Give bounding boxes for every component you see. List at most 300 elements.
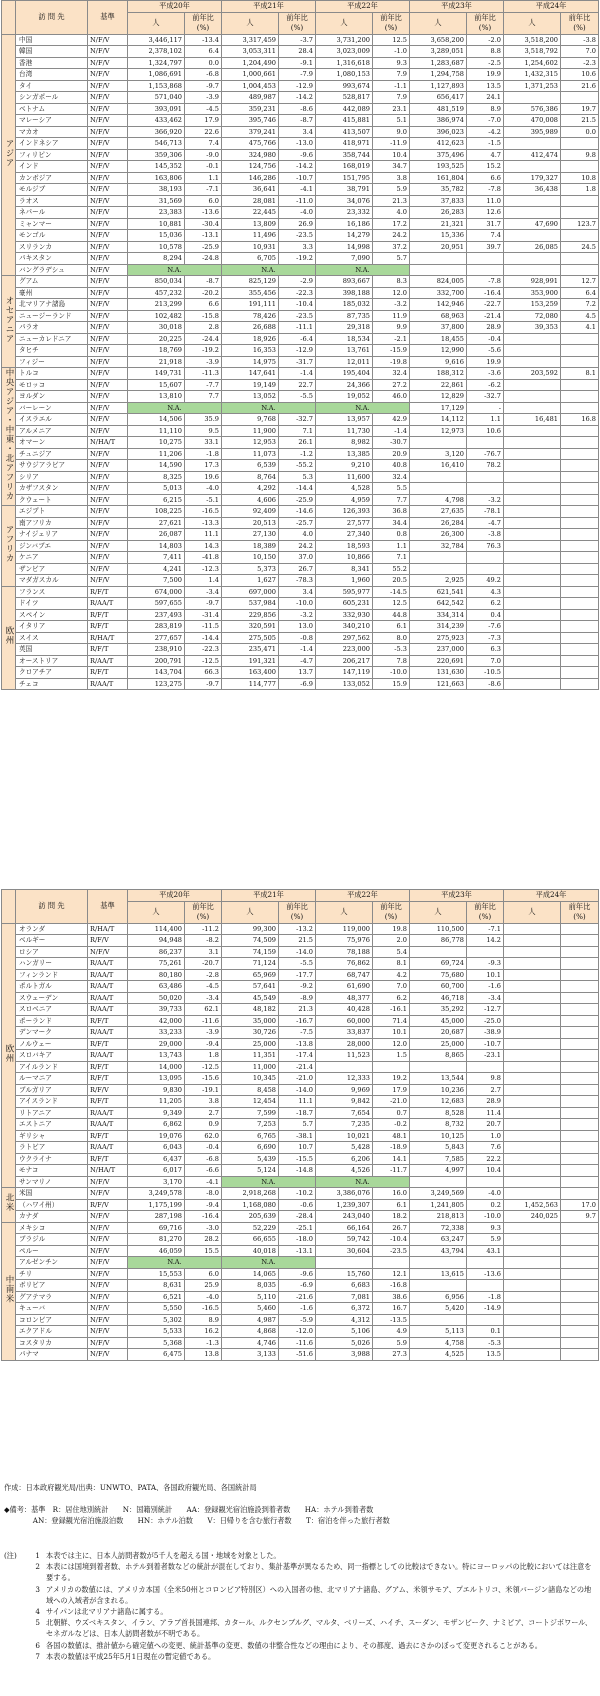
- yoy-cell: -0.6: [279, 1199, 316, 1211]
- visitors-cell: 72,080: [504, 310, 561, 322]
- visitors-cell: [504, 1027, 561, 1039]
- yoy-cell: -8.9: [279, 992, 316, 1004]
- visitors-cell: 19,052: [316, 391, 373, 403]
- destination-cell: ロシア: [16, 946, 88, 958]
- visitors-cell: [504, 1314, 561, 1326]
- persons-header: 人: [222, 12, 279, 34]
- table-row: [2, 946, 599, 958]
- visitors-cell: 238,910: [128, 644, 185, 656]
- visitors-cell: 11,900: [222, 425, 279, 437]
- visitors-cell: 332,700: [410, 287, 467, 299]
- visitors-cell: 3,658,200: [410, 34, 467, 46]
- table-row: [2, 184, 599, 196]
- yoy-cell: -25.1: [279, 1222, 316, 1234]
- visitors-cell: 11,205: [128, 1096, 185, 1108]
- yoy-cell: [561, 1015, 599, 1027]
- standard-cell: N/F/V: [88, 333, 128, 345]
- visitors-cell: 34,076: [316, 195, 373, 207]
- yoy-cell: -24.8: [185, 253, 222, 265]
- yoy-cell: 5.7: [373, 253, 410, 265]
- destination-cell: カンボジア: [16, 172, 88, 184]
- standard-cell: R/F/T: [88, 586, 128, 598]
- visitors-cell: 3,289,051: [410, 46, 467, 58]
- yoy-cell: 21.5: [561, 115, 599, 127]
- destination-cell: スペイン: [16, 609, 88, 621]
- yoy-cell: 22.7: [279, 379, 316, 391]
- visitors-cell: [504, 1130, 561, 1142]
- yoy-cell: -11.1: [279, 322, 316, 334]
- visitors-cell: 80,180: [128, 969, 185, 981]
- visitors-cell: 18,926: [222, 333, 279, 345]
- visitors-cell: [504, 1222, 561, 1234]
- table-row: [2, 655, 599, 667]
- destination-header: 訪 問 先: [16, 890, 88, 924]
- visitors-cell: 1,316,618: [316, 57, 373, 69]
- yoy-cell: -25.7: [279, 517, 316, 529]
- standard-cell: N/F/V: [88, 460, 128, 472]
- visitors-cell: 537,984: [222, 598, 279, 610]
- yoy-cell: -1.4: [279, 644, 316, 656]
- table-row: [2, 115, 599, 127]
- yoy-cell: 8.1: [373, 958, 410, 970]
- destination-cell: ハンガリー: [16, 958, 88, 970]
- yoy-cell: -6.4: [279, 333, 316, 345]
- visitors-cell: 102,482: [128, 310, 185, 322]
- yoy-cell: [561, 1073, 599, 1085]
- yoy-cell: 22.6: [185, 126, 222, 138]
- yoy-cell: [561, 992, 599, 1004]
- standard-cell: R/F/T: [88, 644, 128, 656]
- yoy-cell: -7.8: [467, 184, 504, 196]
- destination-header: 訪 問 先: [16, 1, 88, 35]
- yoy-cell: 6.4: [561, 287, 599, 299]
- visitors-cell: 993,674: [316, 80, 373, 92]
- yoy-cell: -9.7: [185, 678, 222, 690]
- visitors-cell: 11,351: [222, 1050, 279, 1062]
- visitors-cell: 1,627: [222, 575, 279, 587]
- yoy-cell: [561, 678, 599, 690]
- visitors-cell: 26,284: [410, 517, 467, 529]
- visitors-cell: 6,690: [222, 1142, 279, 1154]
- note-label: [4, 1584, 26, 1606]
- yoy-cell: [561, 1268, 599, 1280]
- yoy-cell: 21.6: [561, 80, 599, 92]
- destination-cell: （ハワイ州）: [16, 1199, 88, 1211]
- yoy-cell: [561, 1257, 599, 1269]
- visitors-cell: 123,275: [128, 678, 185, 690]
- destination-cell: ポルトガル: [16, 981, 88, 993]
- standard-cell: R/HA/T: [88, 632, 128, 644]
- yoy-cell: -28.4: [279, 1211, 316, 1223]
- yoy-cell: -5.5: [279, 958, 316, 970]
- destination-cell: デンマーク: [16, 1027, 88, 1039]
- yoy-cell: 35.9: [185, 414, 222, 426]
- visitors-cell: 21,321: [410, 218, 467, 230]
- note-number: 7: [35, 1651, 40, 1661]
- yoy-cell: 66.3: [185, 667, 222, 679]
- yoy-cell: -51.6: [279, 1349, 316, 1361]
- standard-cell: N/F/V: [88, 1211, 128, 1223]
- yoy-cell: 22.2: [467, 1153, 504, 1165]
- yoy-cell: 5.9: [467, 1234, 504, 1246]
- visitors-cell: [504, 540, 561, 552]
- yoy-cell: 10.8: [561, 172, 599, 184]
- visitors-cell: 1,175,199: [128, 1199, 185, 1211]
- yoy-cell: -6.2: [467, 379, 504, 391]
- visitors-cell: 22,445: [222, 207, 279, 219]
- yoy-cell: 6.4: [185, 46, 222, 58]
- standard-cell: N/F/V: [88, 322, 128, 334]
- yoy-cell: 23.1: [373, 103, 410, 115]
- note-number: 5: [35, 1618, 40, 1628]
- yoy-cell: 15.2: [467, 161, 504, 173]
- yoy-cell: 6.6: [185, 299, 222, 311]
- yoy-cell: 0.7: [373, 1107, 410, 1119]
- table-2-header: [2, 890, 599, 924]
- yoy-cell: 10.6: [467, 425, 504, 437]
- visitors-cell: 40,018: [222, 1245, 279, 1257]
- yoy-header: 前年比 (%): [279, 12, 316, 34]
- table-row: [2, 1268, 599, 1280]
- yoy-cell: -21.0: [373, 1096, 410, 1108]
- visitors-cell: 16,353: [222, 345, 279, 357]
- visitors-cell: 59,742: [316, 1234, 373, 1246]
- visitors-cell: 15,336: [410, 230, 467, 242]
- yoy-cell: -3.7: [279, 34, 316, 46]
- yoy-cell: [561, 207, 599, 219]
- table-row: [2, 1061, 599, 1073]
- yoy-cell: -12.3: [185, 563, 222, 575]
- visitors-cell: 412,474: [504, 149, 561, 161]
- yoy-cell: -16.5: [185, 1303, 222, 1315]
- table-row: [2, 969, 599, 981]
- visitors-cell: 22,861: [410, 379, 467, 391]
- standard-cell: N/F/V: [88, 1349, 128, 1361]
- yoy-cell: 7.0: [561, 46, 599, 58]
- standard-cell: N/F/V: [88, 540, 128, 552]
- table-row: [2, 149, 599, 161]
- standard-cell: R/AA/T: [88, 1142, 128, 1154]
- yoy-cell: -3.9: [185, 92, 222, 104]
- region-header: [2, 1, 16, 35]
- table-row: [2, 345, 599, 357]
- destination-cell: トルコ: [16, 368, 88, 380]
- standard-cell: N/F/V: [88, 184, 128, 196]
- yoy-cell: -3.6: [467, 368, 504, 380]
- table-row: [2, 506, 599, 518]
- visitors-cell: 24,366: [316, 379, 373, 391]
- yoy-cell: 15.9: [373, 678, 410, 690]
- destination-cell: ミャンマー: [16, 218, 88, 230]
- yoy-header: 前年比 (%): [561, 901, 599, 923]
- visitors-cell: 4,312: [316, 1314, 373, 1326]
- yoy-cell: 46.0: [373, 391, 410, 403]
- visitors-cell: 10,881: [128, 218, 185, 230]
- yoy-cell: -11.3: [185, 368, 222, 380]
- visitors-cell: [504, 138, 561, 150]
- yoy-cell: [467, 1314, 504, 1326]
- yoy-cell: 12.7: [561, 276, 599, 288]
- visitors-cell: 26,688: [222, 322, 279, 334]
- visitors-cell: 13,544: [410, 1073, 467, 1085]
- yoy-cell: [561, 586, 599, 598]
- visitors-cell: 470,008: [504, 115, 561, 127]
- yoy-cell: -14.4: [185, 632, 222, 644]
- visitors-cell: [504, 1303, 561, 1315]
- standard-cell: R/AA/T: [88, 598, 128, 610]
- visitors-cell: 126,393: [316, 506, 373, 518]
- visitors-cell: 19,076: [128, 1130, 185, 1142]
- visitors-cell: 72,338: [410, 1222, 467, 1234]
- visitors-cell: 191,111: [222, 299, 279, 311]
- yoy-cell: -10.7: [279, 172, 316, 184]
- yoy-cell: -3.0: [185, 1222, 222, 1234]
- standard-cell: N/F/V: [88, 34, 128, 46]
- yoy-cell: -19.8: [373, 356, 410, 368]
- table-row: [2, 1303, 599, 1315]
- yoy-cell: 8.8: [467, 46, 504, 58]
- yoy-cell: -32.7: [279, 414, 316, 426]
- visitors-cell: [504, 935, 561, 947]
- visitors-cell: 16,186: [316, 218, 373, 230]
- table-row: [2, 471, 599, 483]
- yoy-cell: [561, 655, 599, 667]
- visitors-cell: 642,542: [410, 598, 467, 610]
- yoy-cell: -23.5: [279, 230, 316, 242]
- visitors-cell: 86,237: [128, 946, 185, 958]
- yoy-cell: [467, 437, 504, 449]
- yoy-cell: [561, 425, 599, 437]
- visitors-cell: 332,930: [316, 609, 373, 621]
- destination-cell: アイルランド: [16, 1061, 88, 1073]
- standard-cell: N/F/V: [88, 1326, 128, 1338]
- persons-header: 人: [504, 901, 561, 923]
- region-label: [2, 368, 16, 506]
- year-header: 平成21年: [222, 890, 316, 902]
- visitors-cell: [504, 946, 561, 958]
- visitors-cell: 9,830: [128, 1084, 185, 1096]
- note-number: 3: [35, 1584, 40, 1594]
- yoy-cell: -0.2: [373, 1119, 410, 1131]
- year-header: 平成23年: [410, 890, 504, 902]
- visitors-cell: 29,000: [128, 1038, 185, 1050]
- destination-cell: ナイジェリア: [16, 529, 88, 541]
- visitors-cell: 283,819: [128, 621, 185, 633]
- yoy-cell: 4.2: [373, 969, 410, 981]
- visitors-cell: 14,998: [316, 241, 373, 253]
- visitors-cell: 12,454: [222, 1096, 279, 1108]
- visitors-cell: [504, 586, 561, 598]
- destination-cell: ベトナム: [16, 103, 88, 115]
- visitors-cell: [504, 1165, 561, 1177]
- yoy-cell: -19.2: [185, 345, 222, 357]
- standard-cell: N/F/V: [88, 69, 128, 81]
- visitors-cell: [504, 1280, 561, 1292]
- visitors-cell: 18,593: [316, 540, 373, 552]
- destination-cell: ルーマニア: [16, 1073, 88, 1085]
- destination-cell: エジプト: [16, 506, 88, 518]
- visitors-cell: 5,113: [410, 1326, 467, 1338]
- yoy-cell: 20.9: [373, 448, 410, 460]
- yoy-cell: -9.0: [185, 149, 222, 161]
- table-2-body: [2, 923, 599, 1360]
- yoy-cell: -4.0: [185, 1291, 222, 1303]
- note-label: [4, 1606, 26, 1617]
- standard-cell: N/F/V: [88, 276, 128, 288]
- visitors-cell: 366,920: [128, 126, 185, 138]
- yoy-cell: -14.4: [279, 483, 316, 495]
- visitors-cell: [410, 1280, 467, 1292]
- table-row: [2, 958, 599, 970]
- standard-cell: R/AA/T: [88, 958, 128, 970]
- yoy-cell: -25.9: [279, 494, 316, 506]
- visitors-cell: 1,127,893: [410, 80, 467, 92]
- table-row: [2, 1084, 599, 1096]
- visitors-cell: 1,004,453: [222, 80, 279, 92]
- visitors-cell: 18,389: [222, 540, 279, 552]
- visitors-cell: [504, 598, 561, 610]
- na-cell: N.A.: [222, 1176, 316, 1188]
- table-row: [2, 103, 599, 115]
- visitors-cell: 379,241: [222, 126, 279, 138]
- visitors-cell: 674,000: [128, 586, 185, 598]
- visitors-cell: 8,325: [128, 471, 185, 483]
- visitors-cell: [504, 609, 561, 621]
- yoy-cell: -7.3: [467, 632, 504, 644]
- table-row: [2, 1130, 599, 1142]
- yoy-cell: [467, 1280, 504, 1292]
- yoy-cell: -0.4: [185, 1142, 222, 1154]
- note-number: 1: [35, 1551, 40, 1560]
- yoy-cell: -11.6: [279, 1337, 316, 1349]
- destination-cell: パナマ: [16, 1349, 88, 1361]
- yoy-cell: -13.1: [185, 230, 222, 242]
- visitors-cell: 14,000: [128, 1061, 185, 1073]
- standard-cell: N/F/V: [88, 529, 128, 541]
- yoy-cell: 32.4: [373, 471, 410, 483]
- year-header: 平成24年: [504, 1, 599, 13]
- visitors-cell: 13,743: [128, 1050, 185, 1062]
- yoy-cell: [561, 1130, 599, 1142]
- visitors-cell: 21,918: [128, 356, 185, 368]
- destination-cell: バーレーン: [16, 402, 88, 414]
- destination-cell: クロアチア: [16, 667, 88, 679]
- table-row: [2, 1165, 599, 1177]
- table-row: [2, 126, 599, 138]
- yoy-cell: [561, 1084, 599, 1096]
- yoy-cell: 7.7: [373, 494, 410, 506]
- yoy-cell: 28.9: [467, 1096, 504, 1108]
- visitors-cell: 38,791: [316, 184, 373, 196]
- visitors-cell: 1,283,687: [410, 57, 467, 69]
- destination-cell: ネパール: [16, 207, 88, 219]
- persons-header: 人: [128, 901, 185, 923]
- region-label: [2, 276, 16, 368]
- visitors-cell: 75,680: [410, 969, 467, 981]
- yoy-cell: 1.1: [467, 414, 504, 426]
- visitors-cell: 1,086,691: [128, 69, 185, 81]
- visitors-cell: 9,616: [410, 356, 467, 368]
- yoy-cell: [561, 483, 599, 495]
- visitors-cell: 7,235: [316, 1119, 373, 1131]
- standard-cell: N/F/V: [88, 46, 128, 58]
- yoy-cell: -1.4: [373, 425, 410, 437]
- yoy-cell: 1.5: [373, 1050, 410, 1062]
- visitors-cell: 27,635: [410, 506, 467, 518]
- visitors-cell: 65,969: [222, 969, 279, 981]
- visitors-cell: [504, 563, 561, 575]
- standard-cell: N/F/V: [88, 1176, 128, 1188]
- yoy-cell: 9.7: [561, 1211, 599, 1223]
- yoy-cell: [561, 230, 599, 242]
- yoy-cell: 28.4: [279, 46, 316, 58]
- visitors-cell: [410, 253, 467, 265]
- yoy-cell: 42.9: [373, 414, 410, 426]
- destination-cell: ウクライナ: [16, 1153, 88, 1165]
- destination-cell: イスラエル: [16, 414, 88, 426]
- destination-cell: 英国: [16, 644, 88, 656]
- yoy-cell: 6.2: [373, 992, 410, 1004]
- persons-header: 人: [222, 901, 279, 923]
- standard-cell: R/F/T: [88, 1073, 128, 1085]
- table-row: [2, 310, 599, 322]
- visitors-cell: 571,040: [128, 92, 185, 104]
- yoy-cell: 18.2: [373, 1211, 410, 1223]
- visitors-cell: 14,803: [128, 540, 185, 552]
- yoy-cell: 1.4: [185, 575, 222, 587]
- visitors-cell: [504, 230, 561, 242]
- yoy-cell: [561, 1119, 599, 1131]
- visitors-cell: 74,159: [222, 946, 279, 958]
- visitors-cell: 893,667: [316, 276, 373, 288]
- destination-cell: ラオス: [16, 195, 88, 207]
- yoy-cell: [561, 552, 599, 564]
- destination-cell: ベルギー: [16, 935, 88, 947]
- destination-cell: コロンビア: [16, 1314, 88, 1326]
- destination-cell: コスタリカ: [16, 1337, 88, 1349]
- visitors-cell: 237,000: [410, 644, 467, 656]
- yoy-cell: -4.0: [467, 1188, 504, 1200]
- yoy-cell: -4.7: [279, 655, 316, 667]
- standard-cell: N/F/V: [88, 517, 128, 529]
- visitors-cell: 163,400: [222, 667, 279, 679]
- table-row: [2, 1038, 599, 1050]
- yoy-cell: -5.5: [279, 391, 316, 403]
- yoy-cell: -3.4: [185, 992, 222, 1004]
- yoy-cell: -4.1: [185, 1176, 222, 1188]
- visitors-cell: [504, 483, 561, 495]
- visitors-cell: 26,085: [504, 241, 561, 253]
- destination-cell: ブラジル: [16, 1234, 88, 1246]
- visitors-cell: 27,130: [222, 529, 279, 541]
- yoy-cell: [561, 1107, 599, 1119]
- visitors-cell: 121,663: [410, 678, 467, 690]
- destination-cell: 韓国: [16, 46, 88, 58]
- visitors-cell: 656,417: [410, 92, 467, 104]
- table-row: [2, 923, 599, 935]
- table-row: [2, 230, 599, 242]
- yoy-cell: [467, 563, 504, 575]
- visitors-cell: 928,991: [504, 276, 561, 288]
- visitors-cell: 7,090: [316, 253, 373, 265]
- visitors-cell: 3,053,311: [222, 46, 279, 58]
- visitors-cell: 11,000: [222, 1061, 279, 1073]
- visitors-cell: 14,590: [128, 460, 185, 472]
- visitors-cell: 124,756: [222, 161, 279, 173]
- yoy-cell: -16.4: [185, 1211, 222, 1223]
- yoy-cell: -11.6: [185, 1015, 222, 1027]
- yoy-cell: -31.7: [279, 356, 316, 368]
